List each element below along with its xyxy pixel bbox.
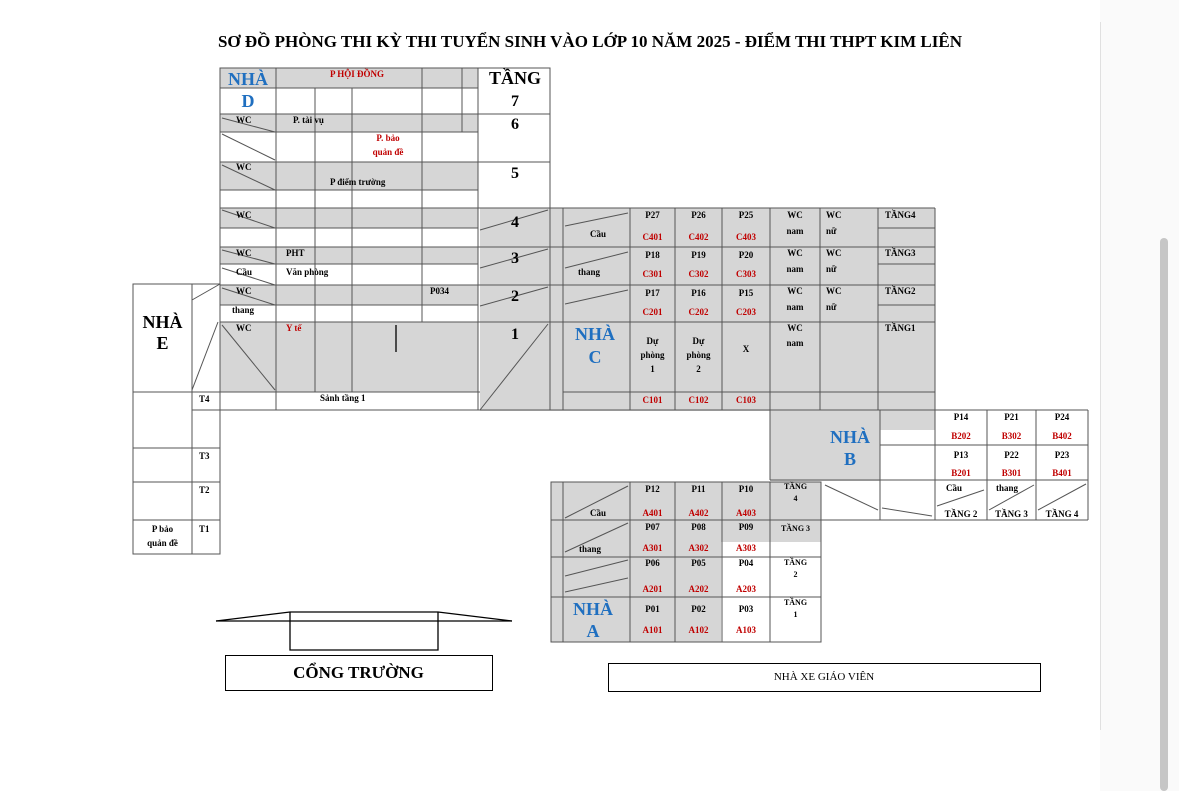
houseD-name: NHÀ bbox=[228, 69, 268, 89]
houseB-floor-3: TẦNG 3 bbox=[995, 509, 1028, 519]
houseE-storage: P bảo bbox=[151, 524, 174, 534]
room-p08: P08 bbox=[691, 522, 706, 532]
floor-label-1: TẦNG1 bbox=[885, 323, 916, 333]
room-c102: C102 bbox=[688, 395, 709, 405]
room-p07: P07 bbox=[645, 522, 660, 532]
room-c402: C402 bbox=[688, 232, 709, 242]
gate-box bbox=[225, 655, 493, 691]
stair-label: Cầu bbox=[236, 267, 253, 277]
room-p22: P22 bbox=[1004, 450, 1019, 460]
reserve-room-1: Dự bbox=[646, 336, 659, 346]
houseA-floor-3: TẦNG 3 bbox=[780, 524, 811, 533]
gate-label: CỔNG TRƯỜNG bbox=[293, 663, 424, 682]
reserve-room-2: Dự bbox=[692, 336, 705, 346]
room-a203: A203 bbox=[736, 584, 756, 594]
reserve-room-1c: 1 bbox=[650, 364, 655, 374]
wc-female-label: nữ bbox=[826, 264, 837, 274]
floor-7: 7 bbox=[511, 93, 519, 110]
floor-1: 1 bbox=[511, 326, 519, 343]
wc-label: WC bbox=[236, 286, 252, 296]
houseE-letter: E bbox=[156, 333, 169, 353]
wc-label: WC bbox=[236, 115, 252, 125]
wc-label: WC bbox=[236, 162, 252, 172]
reserve-room-2b: phòng bbox=[686, 350, 711, 360]
floor-2: 2 bbox=[511, 288, 519, 305]
room-p15: P15 bbox=[738, 288, 754, 298]
parking-box bbox=[608, 663, 1041, 692]
houseA-stair-2: thang bbox=[579, 544, 602, 554]
houseD-letter: D bbox=[241, 91, 255, 111]
floor-label-4: TẦNG4 bbox=[885, 210, 916, 220]
room-c303: C303 bbox=[736, 269, 756, 279]
wc-male-label: nam bbox=[786, 264, 804, 274]
houseE-t2: T2 bbox=[199, 485, 210, 495]
wc-male-label: nam bbox=[786, 302, 804, 312]
room-c302: C302 bbox=[688, 269, 709, 279]
houseA-stair: Cầu bbox=[590, 508, 607, 518]
room-p13: P13 bbox=[953, 450, 969, 460]
room-b301: B301 bbox=[1001, 468, 1022, 478]
room-p19: P19 bbox=[691, 250, 706, 260]
houseA-floor-1: TẦNG bbox=[783, 598, 808, 607]
wc-female: WC bbox=[826, 286, 842, 296]
vertical-scrollbar[interactable] bbox=[1160, 238, 1168, 791]
houseA-floor-4: TẦNG bbox=[783, 482, 808, 491]
wc-male-label: nam bbox=[786, 226, 804, 236]
houseE-t1: T1 bbox=[199, 524, 210, 534]
houseE-t3: T3 bbox=[199, 451, 210, 461]
room-c401: C401 bbox=[642, 232, 663, 242]
room-b302: B302 bbox=[1001, 431, 1022, 441]
houseA-floor-2b: 2 bbox=[793, 570, 798, 579]
room-p05: P05 bbox=[691, 558, 706, 568]
room-c101: C101 bbox=[642, 395, 663, 405]
wc-label: WC bbox=[236, 323, 252, 333]
stair-label: thang bbox=[232, 305, 255, 315]
room-p14: P14 bbox=[953, 412, 969, 422]
floor-label-2: TẦNG2 bbox=[885, 286, 916, 296]
houseE-storage-2: quản đề bbox=[147, 538, 178, 548]
page-edge bbox=[1100, 22, 1101, 730]
room-p20: P20 bbox=[738, 250, 754, 260]
room-p09: P09 bbox=[738, 522, 754, 532]
grade-room: P điểm trường bbox=[330, 177, 386, 187]
room-c301: C301 bbox=[642, 269, 663, 279]
wc-male-label: nam bbox=[786, 338, 804, 348]
wc-female: WC bbox=[826, 248, 842, 258]
room-p034: P034 bbox=[430, 286, 449, 296]
floor-6: 6 bbox=[511, 116, 519, 133]
storage-room: P. bảo bbox=[376, 133, 400, 143]
floor-label-3: TẦNG3 bbox=[885, 248, 916, 258]
room-c203: C203 bbox=[736, 307, 756, 317]
room-p02: P02 bbox=[691, 604, 706, 614]
room-p21: P21 bbox=[1004, 412, 1019, 422]
office-room: Văn phòng bbox=[286, 267, 329, 277]
floor-header: TẦNG bbox=[488, 68, 541, 88]
room-p12: P12 bbox=[645, 484, 660, 494]
lobby-label: Sảnh tầng 1 bbox=[320, 393, 366, 403]
houseB-stair: Cầu bbox=[946, 483, 963, 493]
room-a201: A201 bbox=[642, 584, 663, 594]
page-title: SƠ ĐỒ PHÒNG THI KỲ THI TUYỂN SINH VÀO LỚP 10 NĂM 2025 - ĐIỂM THI THPT KIM LIÊN bbox=[217, 32, 963, 51]
houseB-floor-4: TẦNG 4 bbox=[1045, 509, 1079, 519]
room-p25: P25 bbox=[738, 210, 754, 220]
wc-male: WC bbox=[787, 248, 803, 258]
storage-room-2: quản đề bbox=[372, 147, 404, 157]
room-a401: A401 bbox=[642, 508, 663, 518]
houseC-letter: C bbox=[588, 347, 602, 367]
room-c403: C403 bbox=[736, 232, 756, 242]
houseA-floor-1b: 1 bbox=[793, 610, 798, 619]
room-b402: B402 bbox=[1052, 431, 1072, 441]
room-p10: P10 bbox=[738, 484, 754, 494]
houseA-name: NHÀ bbox=[573, 599, 613, 619]
houseE-t4: T4 bbox=[199, 394, 210, 404]
room-a301: A301 bbox=[642, 543, 663, 553]
wc-female-label: nữ bbox=[826, 302, 837, 312]
room-a103: A103 bbox=[736, 625, 756, 635]
room-p06: P06 bbox=[645, 558, 660, 568]
houseC-name: NHÀ bbox=[575, 324, 615, 344]
room-a402: A402 bbox=[688, 508, 709, 518]
room-p18: P18 bbox=[645, 250, 660, 260]
room-b202: B202 bbox=[951, 431, 971, 441]
council-room: P HỘI ĐỒNG bbox=[330, 69, 385, 79]
wc-male: WC bbox=[787, 323, 803, 333]
room-a302: A302 bbox=[688, 543, 709, 553]
room-a403: A403 bbox=[736, 508, 756, 518]
houseA-floor-2: TẦNG bbox=[783, 558, 808, 567]
room-b201: B201 bbox=[951, 468, 971, 478]
houseB-stair-2: thang bbox=[996, 483, 1019, 493]
room-p17: P17 bbox=[645, 288, 660, 298]
houseC-stair: Cầu bbox=[590, 229, 607, 239]
floor-5: 5 bbox=[511, 165, 519, 182]
room-p03: P03 bbox=[738, 604, 754, 614]
room-p04: P04 bbox=[738, 558, 754, 568]
reserve-room-2c: 2 bbox=[696, 364, 701, 374]
wc-male: WC bbox=[787, 210, 803, 220]
finance-room: P. tài vụ bbox=[293, 115, 324, 125]
pht-room: PHT bbox=[286, 248, 305, 258]
houseE-name: NHÀ bbox=[142, 312, 183, 332]
room-p26: P26 bbox=[691, 210, 706, 220]
floor-4: 4 bbox=[511, 214, 519, 231]
houseA-letter: A bbox=[586, 621, 600, 641]
houseA-floor-4b: 4 bbox=[793, 494, 798, 503]
houseC-stair-2: thang bbox=[578, 267, 601, 277]
room-b401: B401 bbox=[1052, 468, 1072, 478]
parking-label: NHÀ XE GIÁO VIÊN bbox=[773, 671, 875, 683]
room-p11: P11 bbox=[691, 484, 706, 494]
room-x: X bbox=[742, 344, 750, 354]
room-p16: P16 bbox=[691, 288, 706, 298]
houseB-floor-2: TẦNG 2 bbox=[944, 509, 978, 519]
room-a102: A102 bbox=[688, 625, 709, 635]
wc-female-label: nữ bbox=[826, 226, 837, 236]
medical-room: Y tế bbox=[286, 323, 302, 333]
room-p23: P23 bbox=[1054, 450, 1070, 460]
room-c202: C202 bbox=[688, 307, 709, 317]
reserve-room-1b: phòng bbox=[640, 350, 665, 360]
room-p27: P27 bbox=[645, 210, 660, 220]
wc-male: WC bbox=[787, 286, 803, 296]
room-c103: C103 bbox=[736, 395, 756, 405]
room-a202: A202 bbox=[688, 584, 709, 594]
room-p01: P01 bbox=[645, 604, 660, 614]
room-a101: A101 bbox=[642, 625, 663, 635]
room-c201: C201 bbox=[642, 307, 663, 317]
houseB-name: NHÀ bbox=[830, 427, 870, 447]
houseB-letter: B bbox=[843, 449, 856, 469]
wc-label: WC bbox=[236, 210, 252, 220]
wc-label: WC bbox=[236, 248, 252, 258]
room-p24: P24 bbox=[1054, 412, 1070, 422]
wc-female: WC bbox=[826, 210, 842, 220]
floor-3: 3 bbox=[511, 250, 519, 267]
room-a303: A303 bbox=[736, 543, 756, 553]
